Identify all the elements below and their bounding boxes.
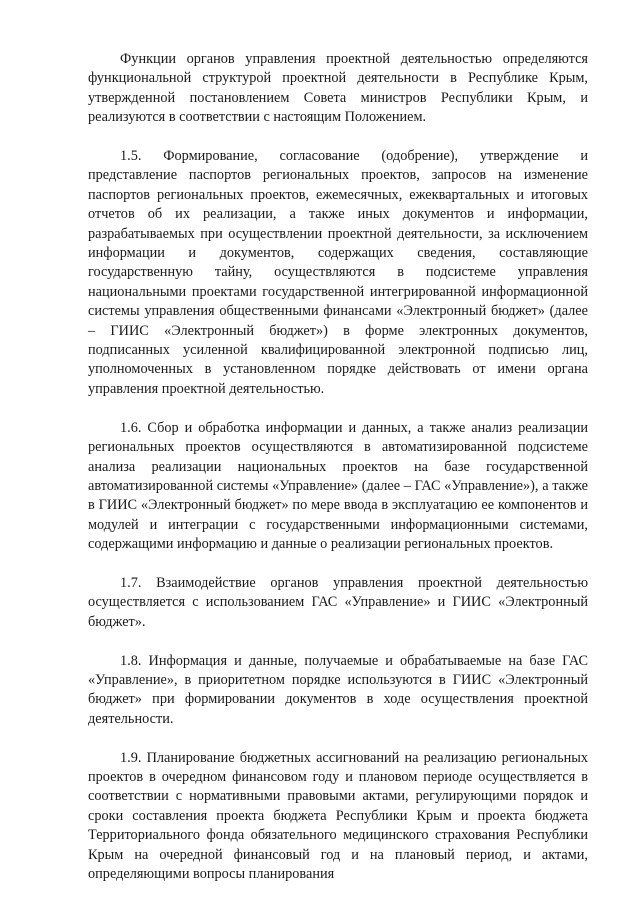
- paragraph-1-9: 1.9. Планирование бюджетных ассигнований на реализацию региональных проектов в очередном финансовом году и плановом периоде осуществляется в соответствии с нормативными правовыми актами, регулирующими порядок и сроки составления проекта бюджета Республики Крым и проекта бюджета Территориального фонда обязательного медицинского страхования Республики Крым на очередной финансовый год и на плановый период, и актами, определяющими вопросы планирования: [88, 749, 588, 882]
- paragraph-1-8: 1.8. Информация и данные, получаемые и обрабатываемые на базе ГАС «Управление», в приоритетном порядке используются в ГИИС «Электронный бюджет» при формировании документов в ходе осуществления проектной деятельности.: [88, 652, 588, 727]
- paragraph-1-7: 1.7. Взаимодействие органов управления проектной деятельностью осуществляется с использованием ГАС «Управление» и ГИИС «Электронный бюджет».: [88, 574, 588, 630]
- paragraph-1-5: 1.5. Формирование, согласование (одобрение), утверждение и представление паспортов региональных проектов, запросов на изменение паспортов региональных проектов, ежемесячных, ежеквартальных и итоговых отчетов об их реализации, а также иных документов и информации, разрабатываемых при осуществлении проектной деятельности, за исключением информации и документов, содержащих сведения, составляющие государственную тайну, осуществляются в подсистеме управления национальными проектами государственной интегрированной информационной системы управления общественными финансами «Электронный бюджет» (далее – ГИИС «Электронный бюджет») в форме электронных документов, подписанных усиленной квалифицированной электронной подписью лиц, уполномоченных в установленном порядке действовать от имени органа управления проектной деятельностью.: [88, 148, 588, 397]
- paragraph-functions: Функции органов управления проектной деятельностью определяются функциональной структурой проектной деятельности в Республике Крым, утвержденной постановлением Совета министров Республики Крым, и реализуются в соответствии с настоящим Положением.: [88, 51, 588, 126]
- document-page: [88, 50, 588, 884]
- paragraph-1-6: 1.6. Сбор и обработка информации и данных, а также анализ реализации региональных проектов осуществляются в автоматизированной подсистеме анализа реализации национальных проектов на базе государственной автоматизированной системы «Управление» (далее – ГАС «Управление»), а также в ГИИС «Электронный бюджет» по мере ввода в эксплуатацию ее компонентов и модулей и интеграции с государственными информационными системами, содержащими информацию и данные о реализации региональных проектов.: [88, 419, 588, 553]
